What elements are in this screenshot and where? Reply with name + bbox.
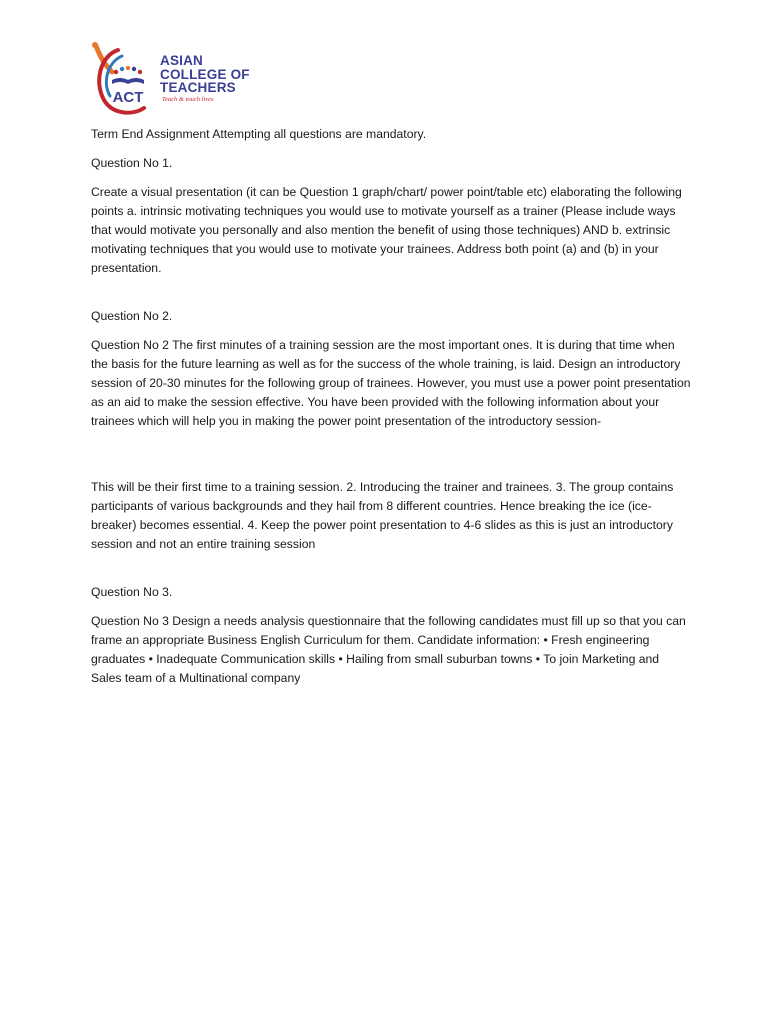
college-name (160, 54, 250, 103)
assignment-intro: Term End Assignment Attempting all questions are mandatory. (91, 127, 427, 141)
question-2-heading: Question No 2. (91, 309, 173, 323)
question-2-trainee-info: This will be their first time to a training session. 2. Introducing the trainer and trainees. 3. The group contains participants of various backgrounds and they hail from 8 different countries. Hence breaking the ice (ice-breaker) becomes essential. 4. Keep the power point presentation to 4-6 slides as this is just an introductory session and not an entire training session (91, 480, 674, 551)
act-monogram: ACT (112, 89, 144, 106)
assignment-content (91, 125, 691, 688)
college-logo (88, 42, 258, 118)
question-3-body: Question No 3 Design a needs analysis questionnaire that the following candidates must fill up so that you can frame an appropriate Business English Curriculum for them. Candidate information: • Fresh engineering graduates • Inadequate Communication skills • Hailing from small suburban towns • To join Marketing and Sales team of a Multinational company (91, 614, 686, 685)
college-name-line-2: COLLEGE OF (160, 66, 250, 82)
question-1-body: Create a visual presentation (it can be Question 1 graph/chart/ power point/table etc) elaborating the following points a. intrinsic motivating techniques you would use to motivate yourself as a trainer (Please include ways that would motivate you personally and also mention the benefit of using those techniques) AND b. extrinsic motivating techniques that you would use to motivate your trainees. Address both point (a) and (b) in your presentation. (91, 185, 682, 275)
college-tagline: Teach & touch lives (162, 95, 214, 103)
question-2-body: Question No 2 The first minutes of a training session are the most important ones. It is during that time when the basis for the future learning as well as for the success of the whole training, is laid. Design an introductory session of 20-30 minutes for the following group of trainees. However, you must use a power point presentation as an aid to make the session effective. You have been provided with the following information about your trainees which will help you in making the power point presentation of the introductory session- (91, 338, 691, 428)
act-emblem-icon (88, 42, 162, 118)
question-1-heading: Question No 1. (91, 156, 173, 170)
question-3-heading: Question No 3. (91, 585, 173, 599)
college-name-line-3: TEACHERS (160, 80, 236, 95)
college-name-line-1: ASIAN (160, 53, 204, 68)
